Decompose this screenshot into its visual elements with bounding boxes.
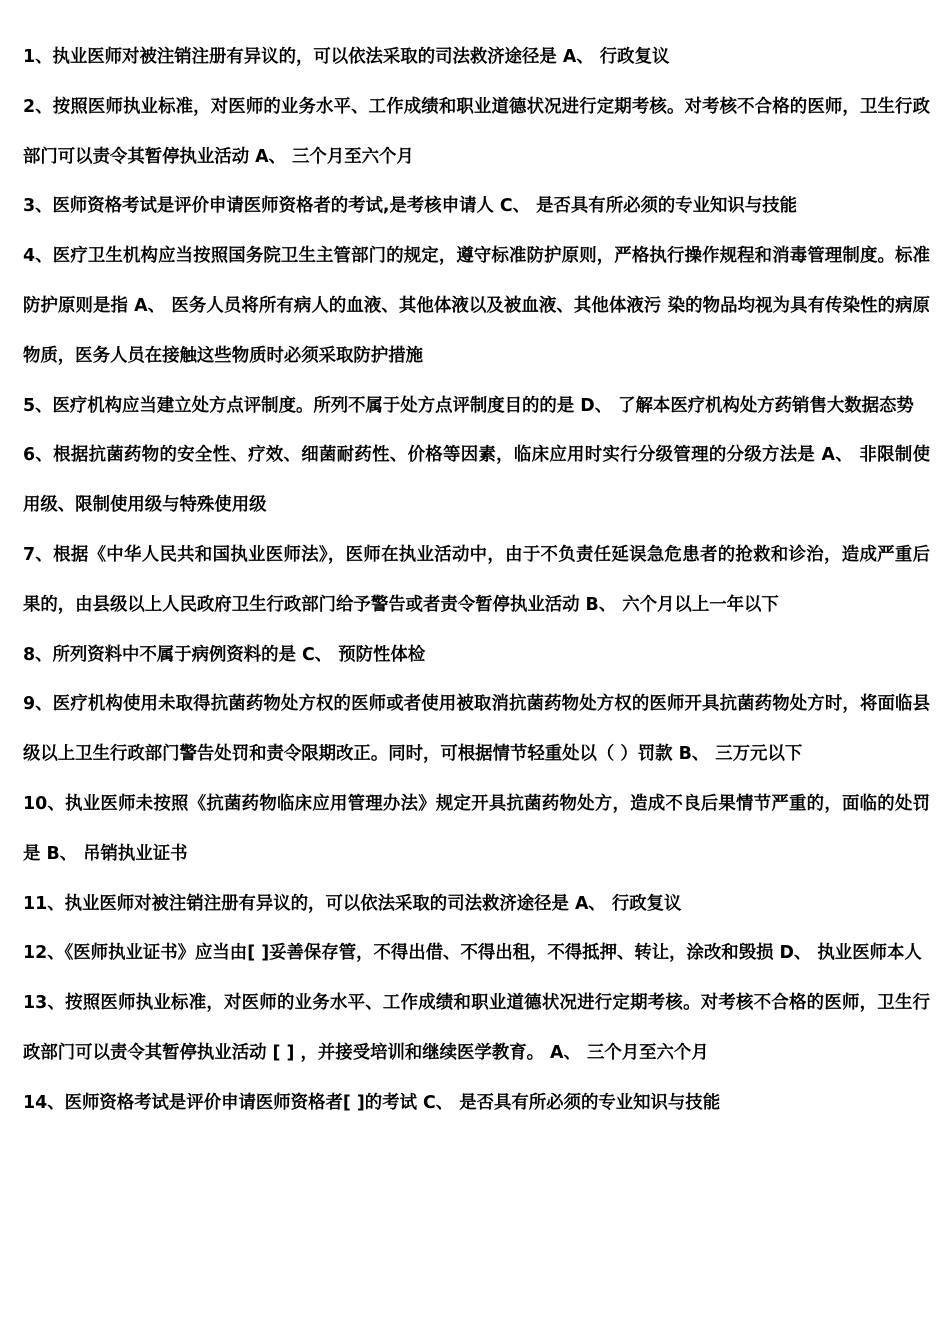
question-item-8: 8、所列资料中不属于病例资料的是 C、 预防性体检 (23, 644, 426, 665)
question-item-1: 1、执业医师对被注销注册有异议的，可以依法采取的司法救济途径是 A、 行政复议 (23, 47, 670, 67)
question-item-7: 7、根据《中华人民共和国执业医师法》，医师在执业活动中，由于不负责任延误急危患者的抢救和诊治，造成严重后果的，由县级以上人民政府卫生行政部门给予警告或者责令暂停执业活动 B、 六个月以上一年以下 (23, 544, 930, 615)
question-item-6: 6、根据抗菌药物的安全性、疗效、细菌耐药性、价格等因素，临床应用时实行分级管理的分级方法是 A、 非限制使用级、限制使用级与特殊使用级 (23, 445, 930, 516)
question-item-3: 3、医师资格考试是评价申请医师资格者的考试,是考核申请人 C、 是否具有所必须的专业知识与技能 (23, 196, 797, 217)
question-item-13: 13、按照医师执业标准，对医师的业务水平、工作成绩和职业道德状况进行定期考核。对考核不合格的医师，卫生行政部门可以责令其暂停执业活动 [ ] ，并接受培训和继续医学教育。 A、 三个月至六个月 (23, 993, 930, 1063)
question-item-11: 11、执业医师对被注销注册有异议的，可以依法采取的司法救济途径是 A、 行政复议 (23, 893, 682, 914)
question-item-10: 10、执业医师未按照《抗菌药物临床应用管理办法》规定开具抗菌药物处方，造成不良后果情节严重的，面临的处罚是 B、 吊销执业证书 (23, 793, 930, 864)
question-item-9: 9、医疗机构使用未取得抗菌药物处方权的医师或者使用被取消抗菌药物处方权的医师开具抗菌药物处方时，将面临县级以上卫生行政部门警告处罚和责令限期改正。同时，可根据情节轻重处以（ ）罚款 B、 三万元以下 (23, 694, 930, 765)
question-item-12: 12、《医师执业证书》应当由[ ]妥善保存管，不得出借、不得出租，不得抵押、转让，涂改和毁损 D、 执业医师本人 (23, 943, 922, 964)
question-item-4: 4、医疗卫生机构应当按照国务院卫生主管部门的规定，遵守标准防护原则，严格执行操作规程和消毒管理制度。标准防护原则是指 A、 医务人员将所有病人的血液、其他体液以及被血液、其他体液污 染的物品均视为具有传染性的病原物质，医务人员在接触这些物质时必须采取防护措施 (23, 246, 930, 366)
question-item-2: 2、按照医师执业标准，对医师的业务水平、工作成绩和职业道德状况进行定期考核。对考核不合格的医师，卫生行政部门可以责令其暂停执业活动 A、 三个月至六个月 (23, 96, 930, 167)
question-item-5: 5、医疗机构应当建立处方点评制度。所列不属于处方点评制度目的的是 D、 了解本医疗机构处方药销售大数据态势 (23, 395, 914, 416)
question-item-14: 14、医师资格考试是评价申请医师资格者[ ]的考试 C、 是否具有所必须的专业知识与技能 (23, 1092, 721, 1113)
